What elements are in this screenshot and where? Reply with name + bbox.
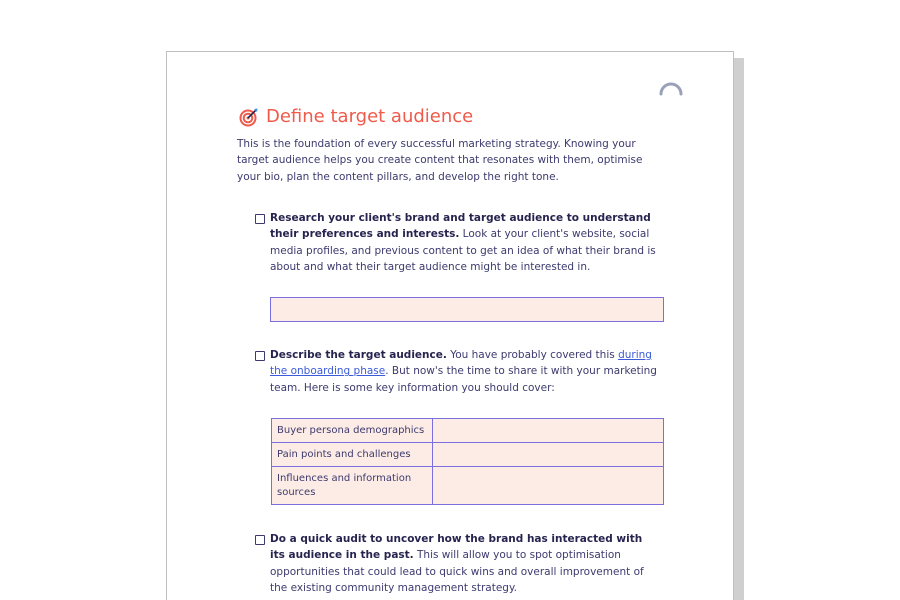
task-item-describe (255, 347, 659, 396)
table-label-cell: Pain points and challenges (272, 443, 433, 467)
table-input-cell[interactable] (433, 467, 664, 505)
onboarding-phase-link[interactable]: during the onboarding phase (270, 349, 652, 378)
section-header (239, 106, 473, 127)
task-text (270, 531, 659, 597)
answer-text-field[interactable] (270, 297, 664, 322)
document-page[interactable] (166, 51, 734, 600)
task-body: Look at your client's website, social media profiles, and previous content to get an idea of what their brand is about and what their target audience might be interested in. (270, 228, 656, 274)
task-lead: Describe the target audience. (270, 349, 447, 361)
task-item-audit (255, 531, 659, 597)
table-input-cell[interactable] (433, 419, 664, 443)
table-row (272, 467, 664, 505)
task-body-continued: . But now's the time to share it with your marketing team. Here is some key information you should cover: (270, 365, 657, 394)
task-text (270, 347, 659, 396)
task-body: This will allow you to spot optimisation opportunities that could lead to quick wins and overall improvement of the existing community management strategy. (270, 549, 644, 595)
table-label-cell: Influences and information sources (272, 467, 433, 505)
task-lead: Do a quick audit to uncover how the brand has interacted with its audience in the past. (270, 533, 643, 562)
task-text (270, 210, 659, 276)
target-dart-icon (239, 107, 259, 127)
task-checkbox[interactable] (255, 535, 265, 545)
table-input-cell[interactable] (433, 443, 664, 467)
table-label-cell: Buyer persona demographics (272, 419, 433, 443)
section-intro: This is the foundation of every successful marketing strategy. Knowing your target audience helps you create content that resonates with them, optimise your bio, plan the content pillars, and develop the right tone. (237, 138, 643, 183)
table-row (272, 443, 664, 467)
task-lead: Research your client's brand and target audience to understand their preferences and interests. (270, 212, 651, 241)
task-body: You have probably covered this (446, 349, 619, 361)
table-row (272, 419, 664, 443)
page-title: Define target audience (266, 106, 474, 127)
task-checkbox[interactable] (255, 351, 265, 361)
task-checkbox[interactable] (255, 214, 265, 224)
task-item-research (255, 210, 659, 276)
loading-spinner-icon (659, 82, 683, 96)
audience-info-table (271, 418, 664, 505)
